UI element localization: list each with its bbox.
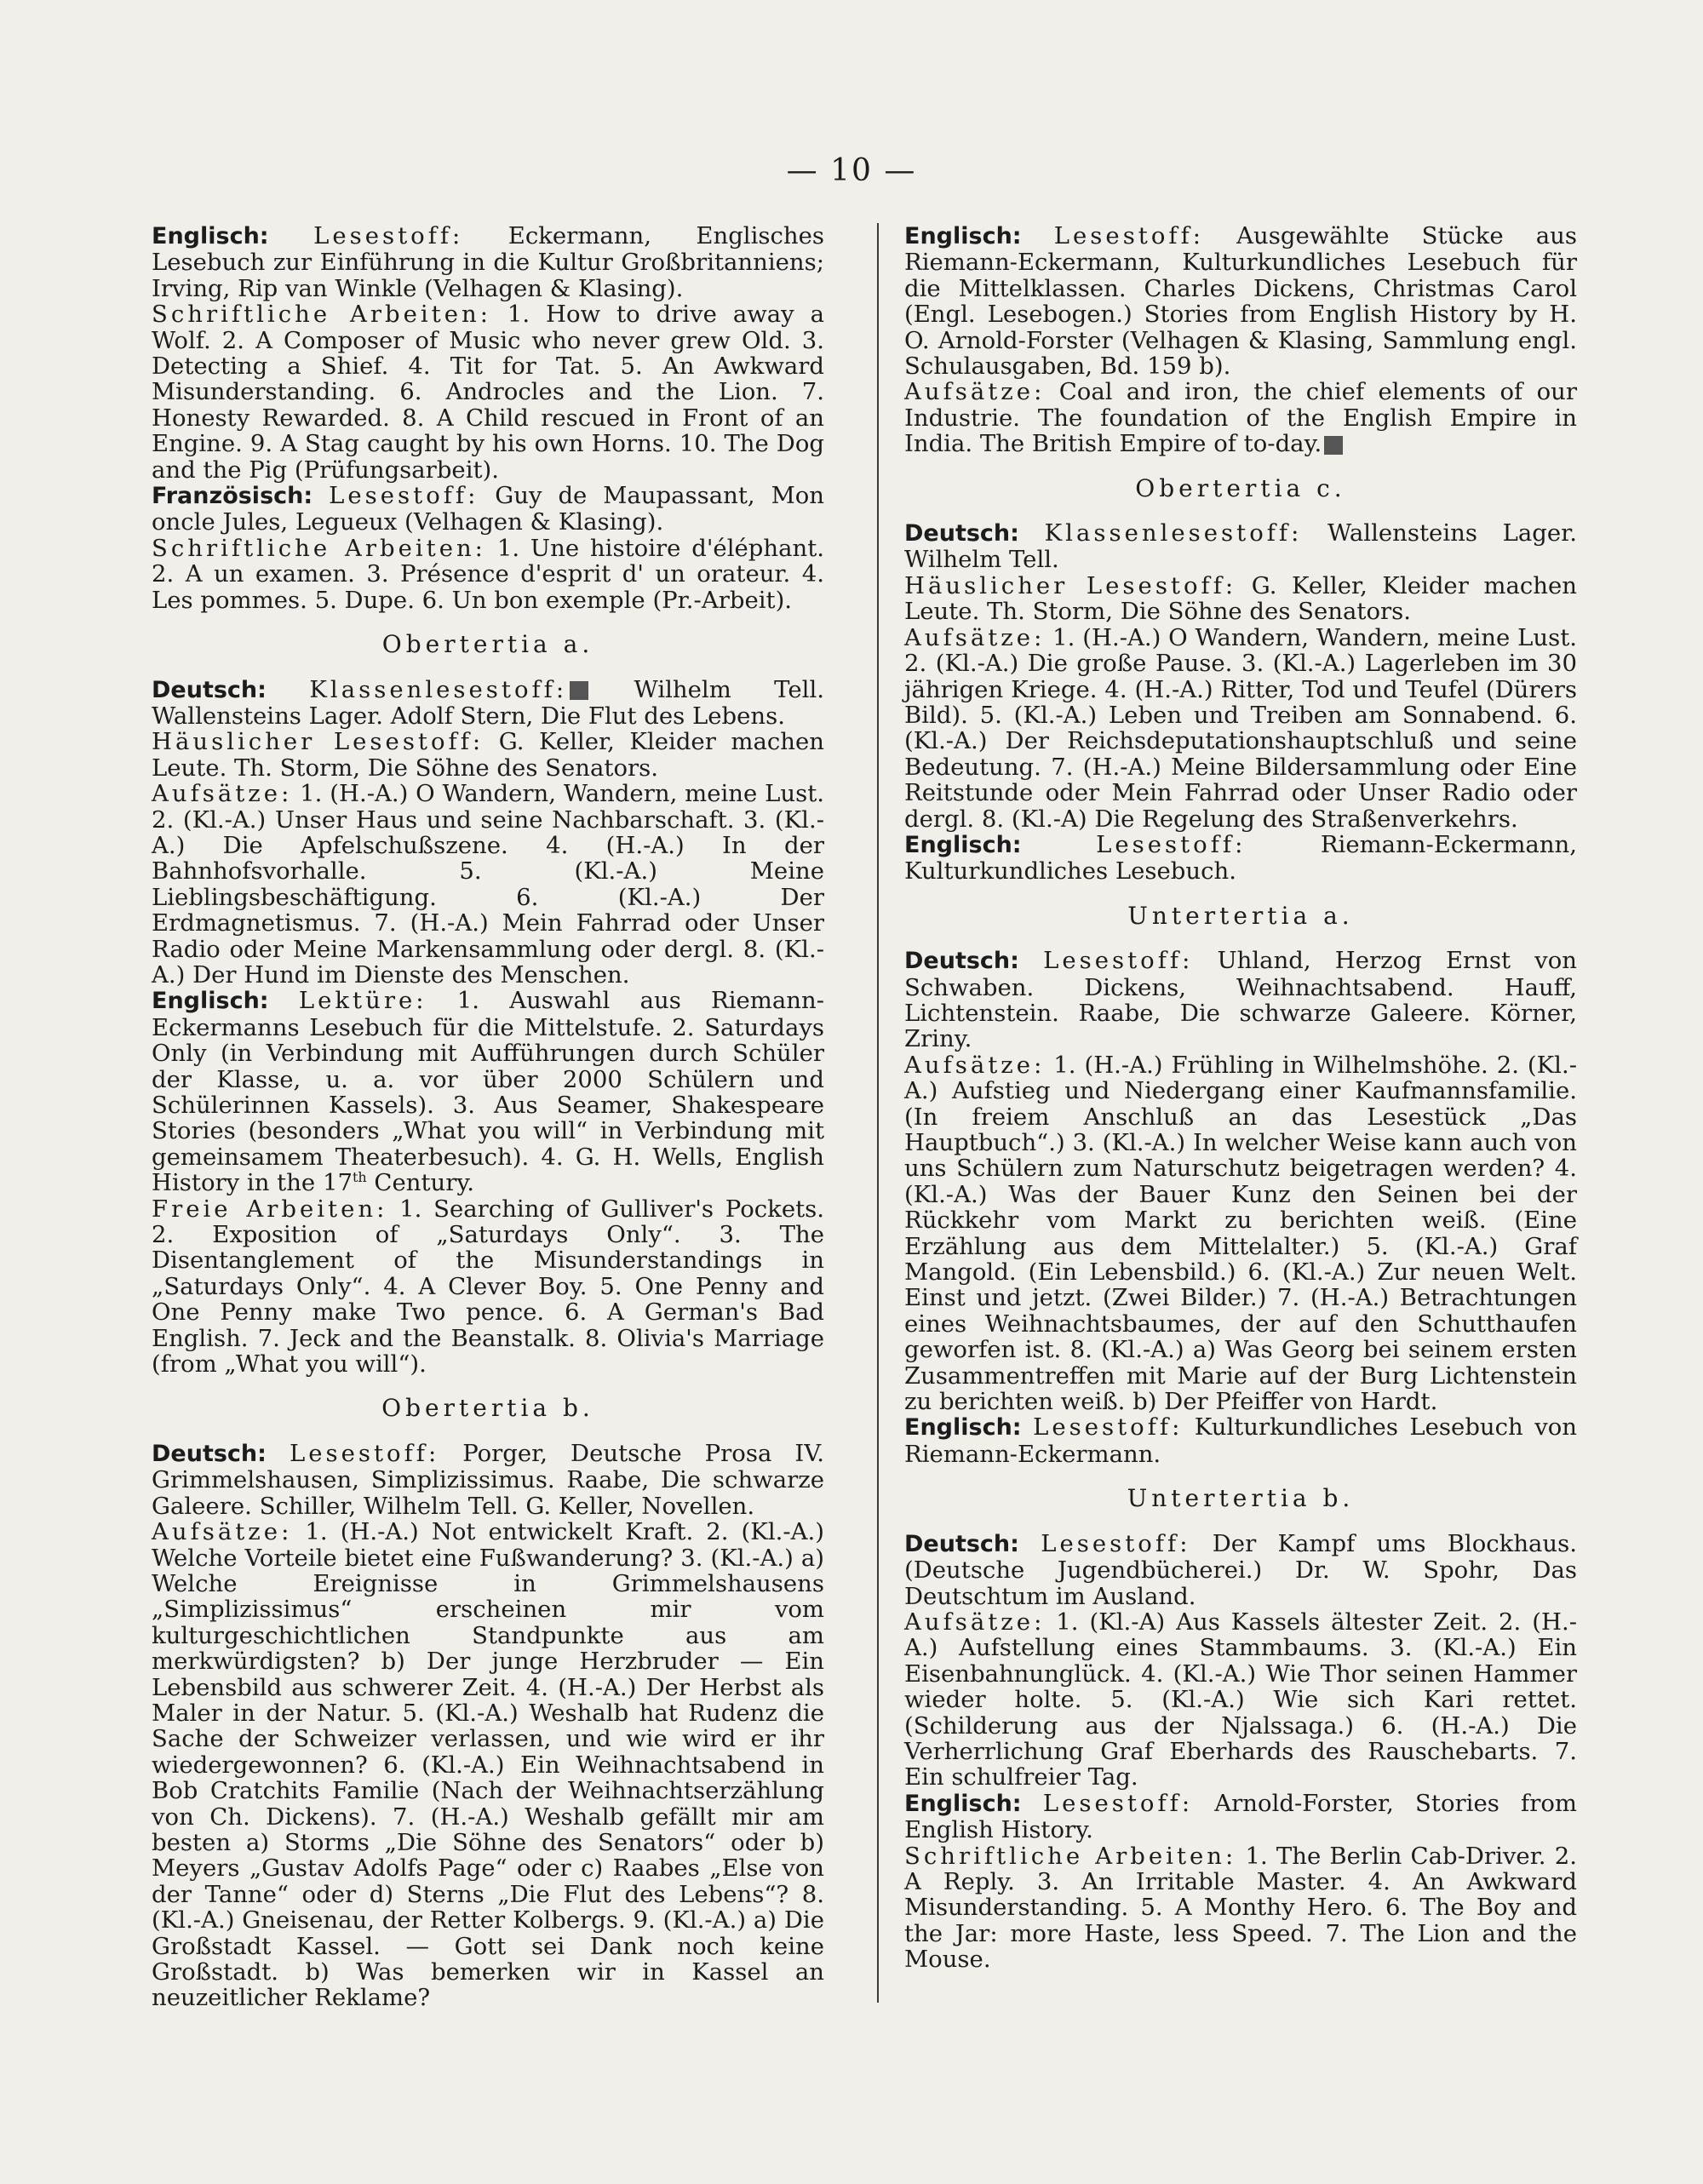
paragraph xyxy=(152,536,824,613)
paragraph-text: Wilhelm Tell. Wallensteins Lager. Adolf Stern, Die Flut des Lebens. xyxy=(152,675,824,730)
section-label: Aufsätze: xyxy=(904,1608,1046,1636)
paragraph xyxy=(152,483,824,536)
section-label: Schriftliche Arbeiten: xyxy=(152,534,486,562)
paragraph xyxy=(904,832,1577,885)
column-divider xyxy=(877,223,879,2003)
paragraph xyxy=(152,1519,824,2011)
paragraph xyxy=(904,1052,1577,1415)
paragraph xyxy=(904,223,1577,379)
paragraph-text: 1. (H.-A.) Frühling in Wilhelmshöhe. 2. (Kl.-A.) Aufstieg und Niedergang einer Kaufmannsfamilie. (In freiem Anschluß an das Lesestück „Das Hauptbuch“.) 3. (Kl.-A.) In welcher Weise kann auch von uns Schülern zum Naturschutz beigetragen werden? 4. (Kl.-A.) Was der Bauer Kunz den Seinen bei der Rückkehr vom Markt zu berichten weiß. (Eine Erzählung aus dem Mittelalter.) 5. (Kl.-A.) Graf Mangold. (Ein Lebensbild.) 6. (Kl.-A.) Zur neuen Welt. Einst und jetzt. (Zwei Bilder.) 7. (H.-A.) Betrachtungen eines Weihnachtsbaumes, der auf den Schutthaufen geworfen ist. 8. (Kl.-A.) a) Was Georg bei seinem ersten Zusammentreffen mit Marie auf der Burg Lichtenstein zu berichten weiß. b) Der Pfeiffer von Hardt. xyxy=(904,1051,1577,1416)
paragraph xyxy=(904,948,1577,1052)
print-mark-icon xyxy=(570,681,588,700)
section-heading: Obertertia b. xyxy=(381,1394,594,1423)
section-label: Freie Arbeiten: xyxy=(152,1195,388,1223)
page-number: — 10 — xyxy=(786,153,917,188)
section-label: Häuslicher Lesestoff: xyxy=(904,571,1237,599)
section-label: Lesestoff: xyxy=(1096,830,1247,858)
section-label: Aufsätze: xyxy=(904,378,1046,406)
section-label: Lesestoff: xyxy=(329,482,479,510)
paragraph-text: Der Kampf ums Blockhaus. (Deutsche Jugendbücherei.) Dr. W. Spohr, Das Deutschtum im Ausland. xyxy=(904,1529,1577,1610)
paragraph-text: 1. The Berlin Cab-Driver. 2. A Reply. 3. An Irritable Master. 4. An Awkward Misunderstanding. 5. A Monthy Hero. 6. The Boy and the Jar: more Haste, less Speed. 7. The Lion and the Mouse. xyxy=(904,1842,1577,1974)
paragraph-text: Uhland, Herzog Ernst von Schwaben. Dickens, Weihnachtsabend. Hauff, Lichtenstein. Raabe, Die schwarze Galeere. Körner, Zriny. xyxy=(904,947,1577,1053)
section-label: Lesestoff: xyxy=(1042,1789,1194,1817)
paragraph-text: 1. Searching of Gulliver's Pockets. 2. Exposition of „Saturdays Only“. 3. The Disentanglement of the Misunderstandings in „Saturdays Only“. 4. A Clever Boy. 5. One Penny and One Penny make Two pence. 6. A German's Bad English. 7. Jeck and the Beanstalk. 8. Olivia's Marriage (from „What you will“). xyxy=(152,1195,824,1379)
paragraph xyxy=(152,988,824,1195)
paragraph xyxy=(904,379,1577,456)
paragraph xyxy=(152,1196,824,1378)
paragraph-text: Kulturkundliches Lesebuch von Riemann-Eckermann. xyxy=(904,1413,1578,1468)
paragraph-text: 1. (H.-A.) O Wandern, Wandern, meine Lust. 2. (Kl.-A.) Unser Haus und seine Nachbarschaft. 3. (Kl.-A.) Die Apfelschußszene. 4. (H.-A.) In der Bahnhofsvorhalle. 5. (Kl.-A.) Meine Lieblingsbeschäftigung. 6. (Kl.-A.) Der Erdmagnetismus. 7. (H.-A.) Mein Fahrrad oder Unser Radio oder Meine Markensammlung oder dergl. 8. (Kl.-A.) Der Hund im Dienste des Menschen. xyxy=(152,780,824,989)
paragraph xyxy=(152,1441,824,1519)
paragraph-text: Century. xyxy=(366,1169,474,1197)
paragraph-text: Wallensteins Lager. Wilhelm Tell. xyxy=(904,519,1577,574)
paragraph-text: 1. (H.-A.) Not entwickelt Kraft. 2. (Kl.-A.) Welche Vorteile bietet eine Fußwanderung? 3. (Kl.-A.) a) Welche Ereignisse in Grimmelshausens „Simplizissimus“ erscheinen mir vom kulturgeschichtlichen Standpunkte aus am merkwürdigsten? b) Der junge Herzbruder — Ein Lebensbild aus schwerer Zeit. 4. (H.-A.) Der Herbst als Maler in der Natur. 5. (Kl.-A.) Weshalb hat Rudenz die Sache der Schweizer verlassen, und wie wird er ihr wiedergewonnen? 6. (Kl.-A.) Ein Weihnachtsabend in Bob Cratchits Familie (Nach der Weihnachtserzählung von Ch. Dickens). 7. (H.-A.) Weshalb gefällt mir am besten a) Storms „Die Söhne des Senators“ oder b) Meyers „Gustav Adolfs Page“ oder c) Raabes „Else von der Tanne“ oder d) Sterns „Die Flut des Lebens“? 8. (Kl.-A.) Gneisenau, der Retter Kolbergs. 9. (Kl.-A.) a) Die Großstadt Kassel. — Gott sei Dank noch keine Großstadt. b) Was bemerken wir in Kassel an neuzeitlicher Reklame? xyxy=(152,1518,824,2012)
subject-label: Deutsch: xyxy=(904,520,1019,547)
paragraph xyxy=(904,1609,1577,1791)
section-label: Lesestoff: xyxy=(1041,1529,1191,1557)
paragraph xyxy=(904,1531,1577,1609)
print-mark-icon xyxy=(1324,436,1343,455)
subject-label: Englisch: xyxy=(904,223,1022,249)
section-label: Häuslicher Lesestoff: xyxy=(152,728,485,756)
paragraph xyxy=(152,781,824,988)
paragraph xyxy=(904,1843,1577,1973)
paragraph-text: Coal and iron, the chief elements of our Industrie. The foundation of the English Empire in India. The British Empire of to-day. xyxy=(904,378,1577,458)
paragraph-text: 1. Une histoire d'éléphant. 2. A un examen. 3. Présence d'esprit d' un orateur. 4. Les pommes. 5. Dupe. 6. Un bon exemple (Pr.-Arbeit). xyxy=(152,534,824,614)
section-heading: Obertertia a. xyxy=(381,630,594,659)
section-label: Lesestoff: xyxy=(1053,222,1205,249)
section-label: Lesestoff: xyxy=(1033,1413,1184,1442)
section-label: Lesestoff: xyxy=(313,222,464,249)
paragraph-text: G. Keller, Kleider machen Leute. Th. Storm, Die Söhne des Senators. xyxy=(152,728,824,782)
subject-label: Deutsch: xyxy=(904,948,1019,975)
subject-label: Englisch: xyxy=(152,988,269,1015)
subject-label: Englisch: xyxy=(152,223,269,249)
right-column xyxy=(904,223,1577,1973)
paragraph-text: Arnold-Forster, Stories from English History. xyxy=(904,1789,1577,1844)
paragraph xyxy=(904,573,1577,625)
left-column xyxy=(152,223,824,2011)
section-label: Klassenlesestoff: xyxy=(309,675,568,703)
paragraph-text: Ausgewählte Stücke aus Riemann-Eckermann, Kulturkundliches Lesebuch für die Mittelklassen. Charles Dickens, Christmas Carol (Engl. Lesebogen.) Stories from English History by H. O. Arnold-Forster (Velhagen & Klasing, Sammlung engl. Schulausgaben, Bd. 159 b). xyxy=(904,222,1577,381)
paragraph-text: 1. (H.-A.) O Wandern, Wandern, meine Lust. 2. (Kl.-A.) Die große Pause. 3. (Kl.-A.) Lagerleben im 30 jährigen Kriege. 4. (H.-A.) Ritter, Tod und Teufel (Dürers Bild). 5. (Kl.-A.) Leben und Treiben am Sonnabend. 6. (Kl.-A.) Der Reichsdeputationshauptschluß und seine Bedeutung. 7. (H.-A.) Meine Bildersammlung oder Eine Reitstunde oder Mein Fahrrad oder Unser Radio oder dergl. 8. (Kl.-A) Die Regelung des Straßenverkehrs. xyxy=(904,623,1577,833)
paragraph-text: G. Keller, Kleider machen Leute. Th. Storm, Die Söhne des Senators. xyxy=(904,571,1577,626)
section-label: Klassenlesestoff: xyxy=(1044,519,1303,547)
paragraph-text: Eckermann, Englisches Lesebuch zur Einführung in die Kultur Großbritanniens; Irving, Rip van Winkle (Velhagen & Klasing). xyxy=(152,222,824,302)
section-label: Lesestoff: xyxy=(1043,947,1194,975)
section-label: Schriftliche Arbeiten: xyxy=(904,1842,1237,1870)
section-label: Aufsätze: xyxy=(904,1051,1046,1079)
section-label: Aufsätze: xyxy=(152,780,293,808)
paragraph-text: 1. (Kl.-A) Aus Kassels ältester Zeit. 2. (H.-A.) Aufstellung eines Stammbaums. 3. (Kl.-A.) Ein Eisenbahnunglück. 4. (Kl.-A.) Wie Thor seinen Hammer wieder holte. 5. (Kl.-A.) Wie sich Kari rettet. (Schilderung aus der Njalssaga.) 6. (H.-A.) Die Verherrlichung Graf Eberhards des Rauschebarts. 7. Ein schulfreier Tag. xyxy=(904,1608,1577,1791)
subject-label: Deutsch: xyxy=(152,676,267,703)
paragraph xyxy=(904,520,1577,573)
paragraph xyxy=(152,301,824,483)
section-heading: Untertertia a. xyxy=(1127,901,1354,930)
paragraph xyxy=(152,729,824,781)
paragraph xyxy=(904,625,1577,832)
paragraph-text: Guy de Maupassant, Mon oncle Jules, Legueux (Velhagen & Klasing). xyxy=(152,482,824,536)
subject-label: Deutsch: xyxy=(904,1530,1019,1557)
section-heading: Obertertia c. xyxy=(1135,473,1346,502)
paragraph xyxy=(152,223,824,301)
subject-label: Deutsch: xyxy=(152,1440,267,1467)
subject-label: Englisch: xyxy=(904,831,1022,858)
paragraph xyxy=(152,677,824,730)
subject-label: Englisch: xyxy=(904,1414,1022,1442)
superscript: th xyxy=(352,1169,367,1186)
section-label: Aufsätze: xyxy=(152,1518,293,1546)
paragraph-text: 1. How to drive away a Wolf. 2. A Composer of Music who never grew Old. 3. Detecting a Shief. 4. Tit for Tat. 5. An Awkward Misunderstanding. 6. Androcles and the Lion. 7. Honesty Rewarded. 8. A Child rescued in Front of an Engine. 9. A Stag caught by his own Horns. 10. The Dog and the Pig (Prüfungsarbeit). xyxy=(152,301,824,484)
paragraph-text: Porger, Deutsche Prosa IV. Grimmelshausen, Simplizissimus. Raabe, Die schwarze Galeere. Schiller, Wilhelm Tell. G. Keller, Novellen. xyxy=(152,1439,824,1520)
section-label: Lektüre: xyxy=(298,987,427,1015)
paragraph xyxy=(904,1414,1577,1467)
paragraph xyxy=(904,1791,1577,1843)
subject-label: Französisch: xyxy=(152,483,313,510)
paragraph-text: 1. Auswahl aus Riemann-Eckermanns Lesebuch für die Mittelstufe. 2. Saturdays Only (in Verbindung mit Aufführungen durch Schüler der Klasse, u. a. vor über 2000 Schülern und Schülerinnen Kassels). 3. Aus Seamer, Shakespeare Stories (besonders „What you will“ in Verbindung mit gemeinsamem Theaterbesuch). 4. G. H. Wells, English History in the 17 xyxy=(152,987,824,1197)
section-label: Aufsätze: xyxy=(904,623,1046,651)
section-heading: Untertertia b. xyxy=(1127,1484,1355,1513)
subject-label: Englisch: xyxy=(904,1790,1022,1817)
section-label: Lesestoff: xyxy=(289,1439,440,1467)
section-label: Schriftliche Arbeiten: xyxy=(152,301,491,329)
paragraph-text: Riemann-Eckermann, Kulturkundliches Lesebuch. xyxy=(904,830,1577,886)
